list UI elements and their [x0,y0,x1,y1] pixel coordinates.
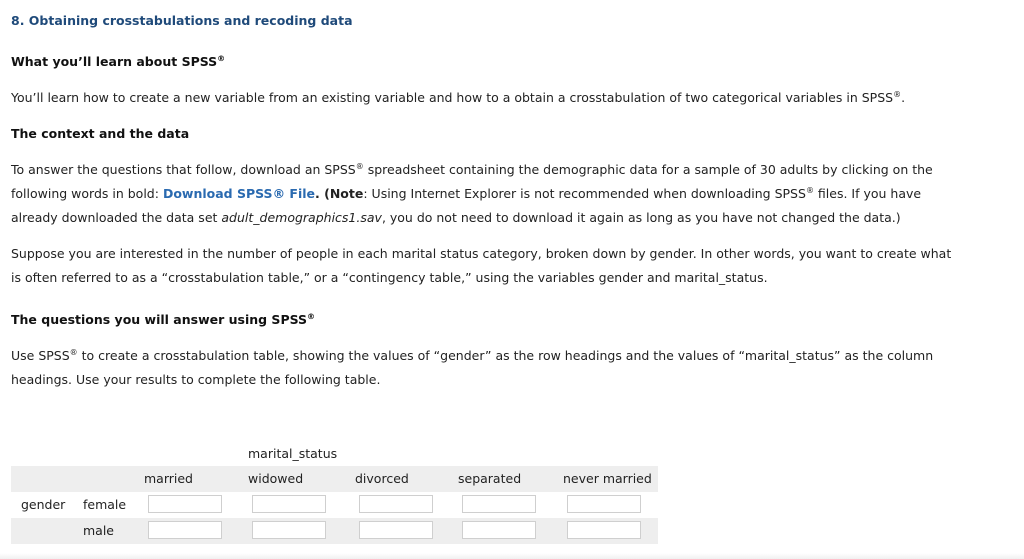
column-header-married: married [144,471,193,486]
questions-heading: The questions you will answer using SPSS® [11,311,316,327]
male-never-married-input[interactable] [567,521,641,539]
context-line-1: To answer the questions that follow, download an SPSS® spreadsheet containing the demographic data for a sample of 30 adults by clicking on the [11,161,933,177]
male-separated-input[interactable] [462,521,536,539]
context-line-2: following words in bold: Download SPSS® File. (Note: Using Internet Explorer is not recommended when downloading SPSS® files. If you have [11,185,922,201]
column-header-separated: separated [458,471,522,486]
male-widowed-input[interactable] [252,521,326,539]
male-married-input[interactable] [148,521,222,539]
column-variable-label: marital_status [248,446,338,461]
note-label: Note [329,186,364,201]
table-row [11,492,658,518]
row-variable-label: gender [21,497,66,512]
male-divorced-input[interactable] [359,521,433,539]
download-spss-file-link[interactable]: Download SPSS® File [162,186,316,201]
learn-heading: What you’ll learn about SPSS® [11,53,226,69]
context-para-2-line-2: is often referred to as a “crosstabulation table,” or a “contingency table,” using the variables gender and marital_status. [11,270,768,285]
female-widowed-input[interactable] [252,495,326,513]
column-header-divorced: divorced [355,471,409,486]
column-header-widowed: widowed [248,471,304,486]
section-title: 8. Obtaining crosstabulations and recoding data [11,13,353,28]
female-married-input[interactable] [148,495,222,513]
table-row [11,518,658,544]
dataset-filename: adult_demographics1.sav [221,210,382,225]
questions-line-2: headings. Use your results to complete the following table. [11,372,381,387]
column-header-never-married: never married [563,471,652,486]
learn-text: You’ll learn how to create a new variable from an existing variable and how to a obtain a crosstabulation of two categorical variables in SPSS®. [11,89,906,105]
context-heading: The context and the data [11,126,190,141]
row-header-female: female [83,497,127,512]
female-separated-input[interactable] [462,495,536,513]
context-para-2-line-1: Suppose you are interested in the number of people in each marital status category, broken down by gender. In other words, you want to create what [11,246,952,261]
female-never-married-input[interactable] [567,495,641,513]
row-header-male: male [83,523,114,538]
table-header-row [11,466,658,492]
female-divorced-input[interactable] [359,495,433,513]
questions-line-1: Use SPSS® to create a crosstabulation table, showing the values of “gender” as the row headings and the values of “marital_status” as the column [11,347,934,363]
crosstab-table [11,466,658,544]
bottom-fade [0,553,1024,559]
context-line-3: already downloaded the data set adult_demographics1.sav, you do not need to download it again as long as you have not changed the data.) [11,210,901,225]
